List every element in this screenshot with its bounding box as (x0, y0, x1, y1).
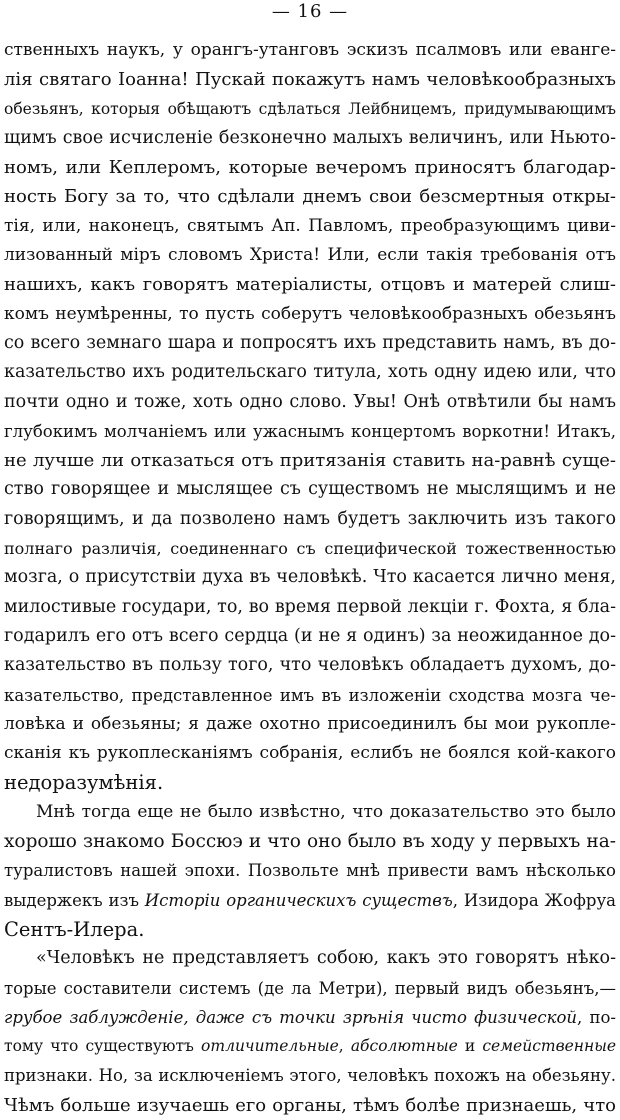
text-line (4, 36, 616, 65)
text-segment: казательство, представленное имъ въ изложеніи сходства мозга че- (4, 685, 616, 705)
text-segment: ность Богу за то, что сдѣлали днемъ свои безсмертныя откры- (4, 186, 616, 208)
italic-text: семейственные (482, 1037, 616, 1056)
text-segment: обезьянъ, которыя обѣщаютъ сдѣлаться Лейбницемъ, придумывающимъ (4, 99, 616, 118)
text-segment: Чѣмъ больше изучаешь его органы, тѣмъ болѣе признаешь, что (4, 1094, 616, 1116)
text-line (4, 358, 616, 387)
text-line (4, 182, 616, 211)
italic-text: Исторіи органическихъ существъ (144, 890, 453, 910)
page-number: — 16 — (271, 1, 349, 22)
text-segment: ственныхъ наукъ, у орангъ-утанговъ эскизъ псалмовъ или еванге- (4, 40, 616, 60)
text-line (4, 651, 616, 680)
text-segment: мозга, о присутствіи духа въ человѣкѣ. Что касается лично меня, (4, 567, 616, 588)
text-segment: со всего земнаго шара и попросятъ ихъ представить намъ, въ до- (4, 332, 616, 353)
text-segment: туралистовъ нашей эпохи. Позвольте мнѣ привести вамъ нѣсколько (4, 861, 616, 881)
text-line (4, 505, 616, 534)
text-segment: , (338, 1037, 351, 1056)
text-segment: казательство въ пользу того, что человѣкъ обладаетъ духомъ, до- (4, 655, 616, 676)
text-line (4, 886, 616, 915)
text-line (4, 95, 616, 124)
text-segment: почти одно и тоже, хоть одно слово. Увы! Онѣ отвѣтили бы намъ (4, 391, 616, 412)
text-line (4, 856, 616, 885)
text-line (4, 593, 616, 622)
text-line (4, 739, 616, 768)
text-line (4, 622, 616, 651)
italic-text: абсолютные (350, 1037, 458, 1056)
text-line (4, 1061, 616, 1090)
text-segment: щимъ свое исчисленіе безконечно малыхъ величинъ, или Ньюто- (4, 127, 616, 148)
text-segment: лія святаго Іоанна! Пускай покажутъ намъ человѣкообразныхъ (4, 69, 616, 91)
text-segment: лизованный міръ словомъ Христа! Или, если такія требованія отъ (4, 245, 616, 266)
text-segment: ловѣка и обезьяны; я даже охотно присоединилъ бы мои рукопле- (4, 713, 616, 734)
text-line (4, 388, 616, 417)
text-segment: «Человѣкъ не представляетъ собою, какъ это говорятъ нѣко- (36, 948, 616, 969)
text-segment: сканія къ рукоплесканіямъ собранія, еслибъ не боялся кой-какого (4, 743, 616, 764)
text-line (4, 798, 616, 827)
text-line (4, 446, 616, 475)
text-segment: полнаго различія, соединеннаго съ специфической тожественностью (4, 539, 616, 559)
text-line (4, 681, 616, 710)
text-segment: Сентъ-Илера. (4, 917, 145, 941)
text-segment: , по- (577, 1007, 616, 1027)
text-line (4, 1003, 616, 1032)
italic-text: отличительные (201, 1037, 339, 1056)
text-line (4, 1032, 616, 1061)
text-segment: и (457, 1037, 483, 1056)
text-line (4, 827, 616, 856)
text-line (4, 534, 616, 563)
text-segment: глубокимъ молчаніемъ или ужаснымъ концертомъ воркотни! Итакъ, (4, 421, 616, 441)
text-segment: выдержекъ изъ (4, 890, 145, 910)
text-segment: недоразумѣнія. (4, 771, 164, 795)
text-segment: говорящимъ, и да позволено намъ будетъ заключить изъ такого (4, 508, 616, 529)
text-line (4, 1091, 616, 1120)
text-segment: тому что существуютъ (4, 1037, 202, 1056)
text-segment: тія, или, наконецъ, святымъ Ап. Павломъ, преобразующимъ циви- (4, 215, 616, 236)
text-segment: годарилъ его отъ всего сердца (и не я одинъ) за неожиданное до- (4, 625, 616, 646)
text-segment: нашихъ, какъ говорятъ матеріалисты, отцовъ и матерей слиш- (4, 274, 616, 296)
text-line (4, 563, 616, 592)
text-line (4, 944, 616, 973)
text-line (4, 300, 616, 329)
text-line (4, 475, 616, 504)
text-line (4, 768, 616, 797)
text-segment: казательство ихъ родительскаго титула, хоть одну идею или, что (4, 362, 616, 383)
text-segment: торые составители системъ (де ла Метри), первый видъ обезьянъ,— (4, 978, 616, 998)
text-line (4, 974, 616, 1003)
text-segment: ство говорящее и мыслящее съ существомъ не мыслящимъ и не (4, 479, 616, 500)
text-line (4, 212, 616, 241)
text-line (4, 65, 616, 94)
text-segment: признаки. Но, за исключеніемъ этого, человѣкъ похожъ на обезьяну. (4, 1066, 616, 1086)
text-line (4, 710, 616, 739)
text-segment: Мнѣ тогда еще не было извѣстно, что доказательство это было (36, 801, 616, 822)
text-segment: хорошо знакомо Боссюэ и что оно было въ ходу у первыхъ на- (4, 831, 616, 853)
text-segment: , Изидора Жофруа (452, 890, 616, 910)
text-line (4, 417, 616, 446)
text-line (4, 329, 616, 358)
text-line (4, 124, 616, 153)
text-segment: комъ неумѣренны, то пусть соберутъ человѣкообразныхъ обезьянъ (4, 303, 616, 324)
text-line (4, 270, 616, 299)
text-line (4, 153, 616, 182)
text-line (4, 241, 616, 270)
text-segment: номъ, или Кеплеромъ, которые вечеромъ приносятъ благодар- (4, 157, 616, 179)
italic-text: грубое заблужденіе, даже съ точки зрѣнія чисто физической (4, 1007, 578, 1027)
body-text (4, 36, 616, 1120)
text-segment: не лучше ли отказаться отъ притязанія ставить на-равнѣ суще- (4, 450, 616, 472)
text-segment: милостивые государи, то, во время первой лекціи г. Фохта, я бла- (4, 596, 616, 617)
text-line (4, 915, 616, 944)
